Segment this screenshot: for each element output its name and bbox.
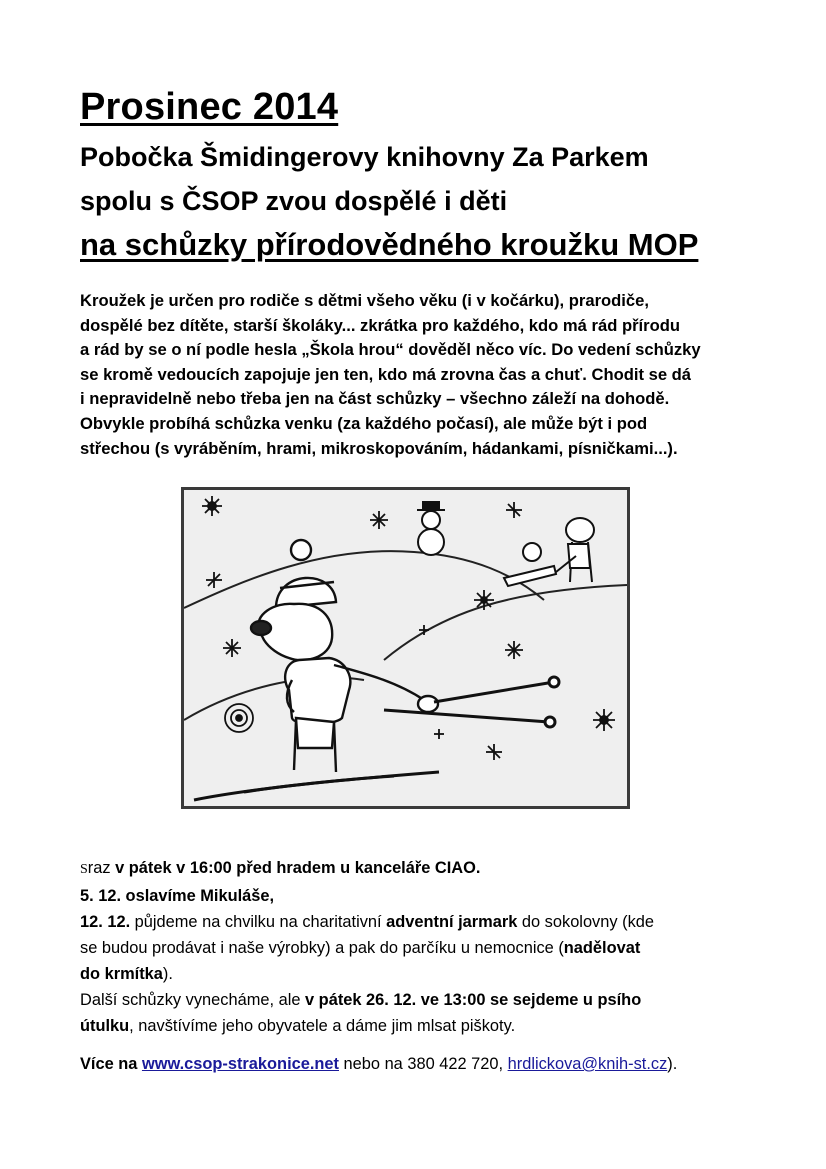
jarmark-line-2-text: se budou prodávat i naše výrobky) a pak do parčíku u nemocnice ( [80,939,564,957]
jarmark-text-end: do sokolovny (kde [517,913,655,931]
intro-line: a rád by se o ní podle hesla „Škola hrou“ dověděl něco víc. Do vedení schůzky [80,340,701,360]
intro-line: střechou (s vyráběním, hrami, mikroskopováním, hádankami, písničkami...). [80,438,678,458]
intro-line: se kromě vedoucích zapojuje jen ten, kdo má zrovna čas a chuť. Chodit se dá [80,364,692,384]
intro-line: Obvykle probíhá schůzka venku (za každého počasí), ale může být i pod [80,413,648,433]
intro-line: Kroužek je určen pro rodiče s dětmi všeho věku (i v kočárku), prarodiče, [80,291,649,310]
page-title: Prosinec 2014 [80,86,339,128]
next-meeting-bold: v pátek 26. 12. ve 13:00 se sejdeme u psího [305,991,642,1009]
jarmark-line-2 [80,935,760,961]
next-meeting-line-2-text: , navštívíme jeho obyvatele a dáme jim mlsat piškoty. [129,1017,516,1035]
mikulas-line: 5. 12. oslavíme Mikuláše, [80,887,275,905]
jarmark-bold: adventní jarmark [386,913,518,931]
subtitle-line-2: spolu s ČSOP zvou dospělé i děti [80,186,508,216]
jarmark-line-3-bold: do krmítka [80,965,163,983]
footer-prefix: Více na [80,1055,142,1073]
schedule-details [80,855,760,1039]
meeting-time-line [80,855,760,883]
jarmark-line [80,909,760,935]
jarmark-date: 12. 12. [80,913,131,931]
intro-line: dospělé bez dítěte, starší školáky... zkrátka pro každého, kdo má rád přírodu [80,315,681,335]
jarmark-text: půjdeme na chvilku na charitativní [130,913,387,931]
subtitle-line-1: Pobočka Šmidingerovy knihovny Za Parkem [80,142,649,172]
winter-skiing-dog-illustration [181,487,630,809]
email-link[interactable]: hrdlickova@knih-st.cz [507,1055,668,1073]
intro-paragraph [80,289,760,461]
next-meeting-text: Další schůzky vynecháme, ale [80,991,306,1009]
next-meeting-line-2-bold: útulku [80,1017,130,1035]
intro-line: i nepravidelně nebo třeba jen na část schůzky – všechno záleží na dohodě. [80,389,670,409]
sraz-initial: S [80,862,88,877]
footer-middle: nebo na 380 422 720, [339,1055,508,1073]
sraz-text: raz [87,859,116,877]
jarmark-line-3-end: ). [162,965,173,983]
footer-suffix: ). [667,1055,678,1073]
sraz-bold-text: v pátek v 16:00 před hradem u kanceláře CIAO. [115,859,481,877]
contact-footer [80,1051,677,1077]
jarmark-line-3 [80,961,760,987]
website-link[interactable]: www.csop-strakonice.net [141,1055,339,1073]
next-meeting-line-2 [80,1013,760,1039]
jarmark-line-2-bold: nadělovat [563,939,641,957]
next-meeting-line [80,987,760,1013]
subtitle-line-3: na schůzky přírodovědného kroužku MOP [80,227,699,262]
